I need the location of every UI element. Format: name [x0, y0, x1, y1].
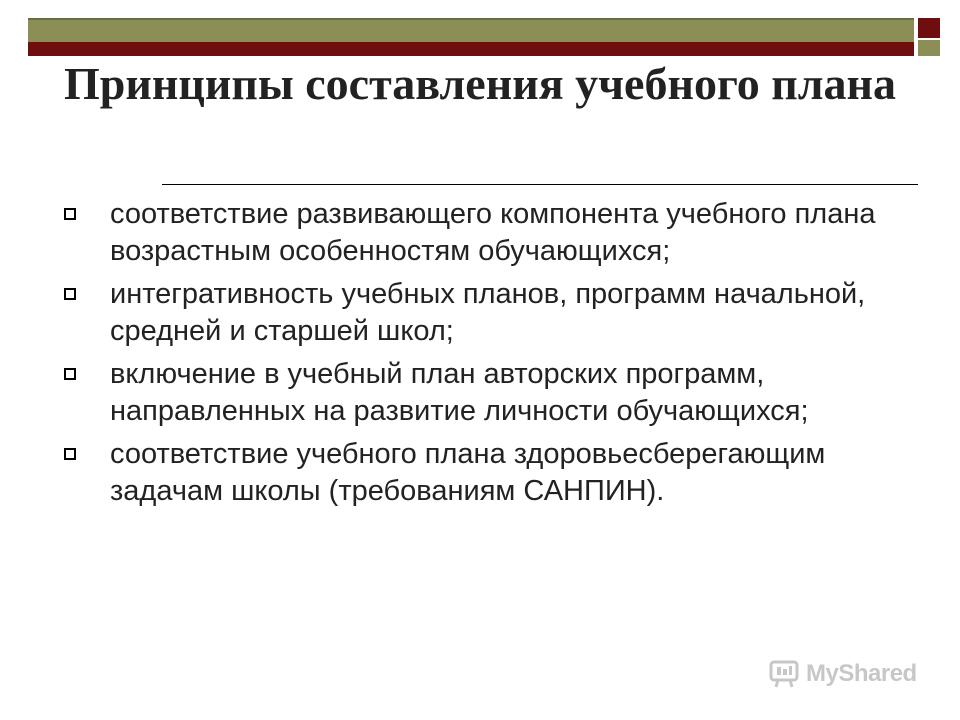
bullet-item [62, 436, 922, 510]
header-corner-olive-block [918, 40, 940, 56]
square-bullet-icon [64, 288, 76, 300]
bullet-item [62, 276, 922, 350]
bullet-item [62, 356, 922, 430]
bullet-text: включение в учебный план авторских программ, направленных на развитие личности обучающихся; [110, 358, 809, 427]
square-bullet-icon [64, 208, 76, 220]
bullet-text: соответствие развивающего компонента учебного плана возрастным особенностям обучающихся; [110, 198, 876, 267]
bullet-item [62, 196, 922, 270]
bullet-text: соответствие учебного плана здоровьесберегающим задачам школы (требованиям САНПИН). [110, 438, 826, 507]
watermark-text: MyShared [806, 660, 917, 687]
title-divider [162, 184, 918, 185]
header-decorative-bar [28, 18, 914, 56]
myshared-logo-icon [768, 658, 800, 690]
bullet-list [62, 196, 922, 516]
square-bullet-icon [64, 448, 76, 460]
watermark [768, 657, 917, 691]
square-bullet-icon [64, 368, 76, 380]
header-corner-maroon-block [918, 18, 940, 38]
slide-title: Принципы составления учебного плана [63, 58, 897, 109]
bullet-text: интегративность учебных планов, программ начальной, средней и старшей школ; [110, 278, 866, 347]
